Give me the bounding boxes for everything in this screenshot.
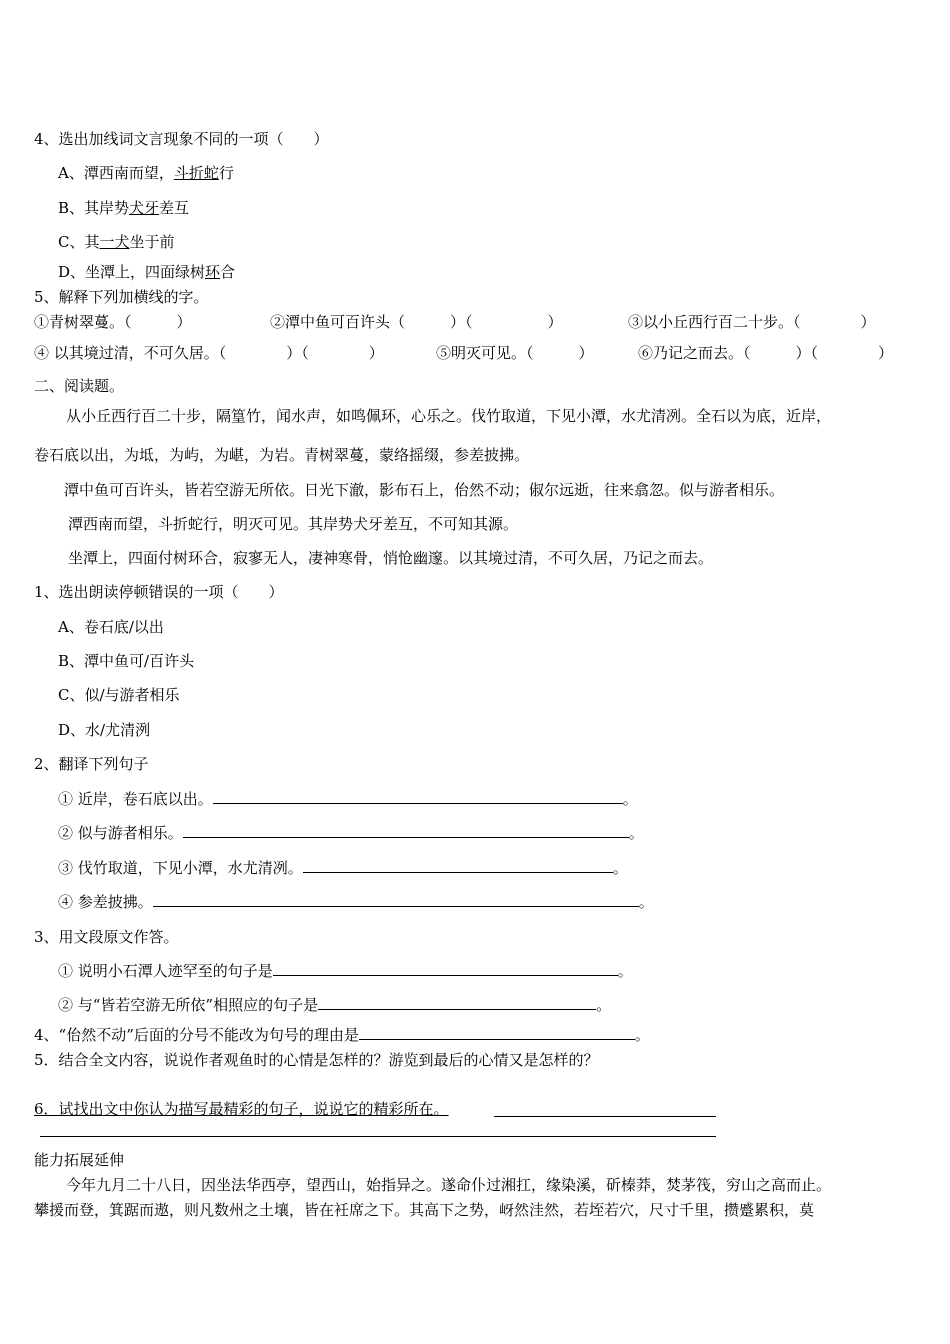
q4-option-c: C、其一犬坐于前 (58, 233, 175, 251)
reading-q5: 5．结合全文内容，说说作者观鱼时的心情是怎样的？游览到最后的心情又是怎样的？ (34, 1051, 599, 1069)
translate-item-1: ① 近岸，卷石底以出。 。 (58, 790, 638, 808)
q5-item-1: ①青树翠蔓。（ ） (34, 313, 192, 331)
translate-item-3: ③ 伐竹取道，下见小潭，水尤清冽。 。 (58, 859, 628, 877)
passage-para-4: 坐潭上，四面付树环合，寂寥无人，凄神寒骨，悄怆幽邃。以其境过清，不可久居，乃记之而去。 (68, 549, 714, 567)
q4-option-d: D、坐潭上，四面绿树环合 (58, 263, 236, 281)
reading-q1-option-a: A、卷石底/以出 (58, 618, 164, 636)
section-2-title: 二、阅读题。 (34, 377, 125, 395)
q4-option-b: B、其岸势犬牙差互 (58, 199, 190, 217)
reading-q4: 4、“佁然不动”后面的分号不能改为句号的理由是 。 (34, 1026, 650, 1044)
answer-blank[interactable] (318, 995, 596, 1010)
passage-para-2: 潭中鱼可百许头，皆若空游无所依。日光下澈，影布石上，佁然不动；俶尔远逝，往来翕忽。似与游者相乐。 (64, 481, 785, 499)
translate-item-4: ④ 参差披拂。 。 (58, 893, 654, 911)
q5-item-2: ②潭中鱼可百许头（ ）（ ） (270, 313, 563, 331)
extension-para-a: 今年九月二十八日，因坐法华西亭，望西山，始指异之。遂命仆过湘扛，缘染溪，斫榛莽，焚茅筏，穷山之高而止。 (66, 1176, 832, 1194)
q5-item-3: ③以小丘西行百二十步。（ ） (628, 313, 876, 331)
q5-item-6: ⑥乃记之而去。（ ）（ ） (638, 344, 894, 362)
passage-para-1a: 从小丘西行百二十步，隔篁竹，闻水声，如鸣佩环，心乐之。伐竹取道，下见小潭，水尤清冽。全石以为底，近岸， (66, 407, 832, 425)
reading-q2: 2、翻译下列句子 (34, 755, 149, 773)
answer-blank[interactable] (303, 858, 613, 873)
passage-para-3: 潭西南而望，斗折蛇行，明灭可见。其岸势犬牙差互，不可知其源。 (68, 515, 519, 533)
answer-blank[interactable] (273, 961, 618, 976)
reading-q1-option-d: D、水/尤清洌 (58, 721, 151, 739)
q4-option-a: A、潭西南而望，斗折蛇行 (58, 164, 234, 182)
answer-line[interactable] (40, 1136, 716, 1137)
q5-item-5: ⑤明灭可见。（ ） (436, 344, 594, 362)
reading-q3-item-2: ② 与“皆若空游无所依”相照应的句子是 。 (58, 996, 612, 1014)
answer-blank[interactable] (359, 1025, 635, 1040)
reading-q1-option-c: C、似/与游者相乐 (58, 686, 180, 704)
reading-q3: 3、用文段原文作答。 (34, 928, 179, 946)
q5-item-4: ④ 以其境过清，不可久居。（ ）（ ） (34, 344, 384, 362)
extension-para-b: 攀援而登，箕踞而遨，则凡数州之土壤，皆在衽席之下。其高下之势，岈然洼然，若垤若穴，尺寸千里，攒蹙累积，莫 (34, 1201, 815, 1219)
translate-item-2: ② 似与游者相乐。 。 (58, 824, 644, 842)
question-5-heading: 5、解释下列加横线的字。 (34, 288, 209, 306)
answer-line[interactable] (494, 1116, 716, 1117)
answer-blank[interactable] (183, 823, 629, 838)
reading-q1: 1、选出朗读停顿错误的一项（ ） (34, 583, 284, 601)
section-3-title: 能力拓展延伸 (34, 1151, 125, 1169)
answer-blank[interactable] (153, 892, 639, 907)
passage-para-1b: 卷石底以出，为坻，为屿，为嵁，为岩。青树翠蔓，蒙络摇缀，参差披拂。 (34, 446, 530, 464)
question-4-heading: 4、选出加线词文言现象不同的一项（ ） (34, 130, 329, 148)
reading-q6: 6．试找出文中你认为描写最精彩的句子，说说它的精彩所在。 (34, 1100, 449, 1118)
reading-q1-option-b: B、潭中鱼可/百许头 (58, 652, 195, 670)
answer-blank[interactable] (213, 789, 623, 804)
reading-q3-item-1: ① 说明小石潭人迹罕至的句子是 。 (58, 962, 633, 980)
